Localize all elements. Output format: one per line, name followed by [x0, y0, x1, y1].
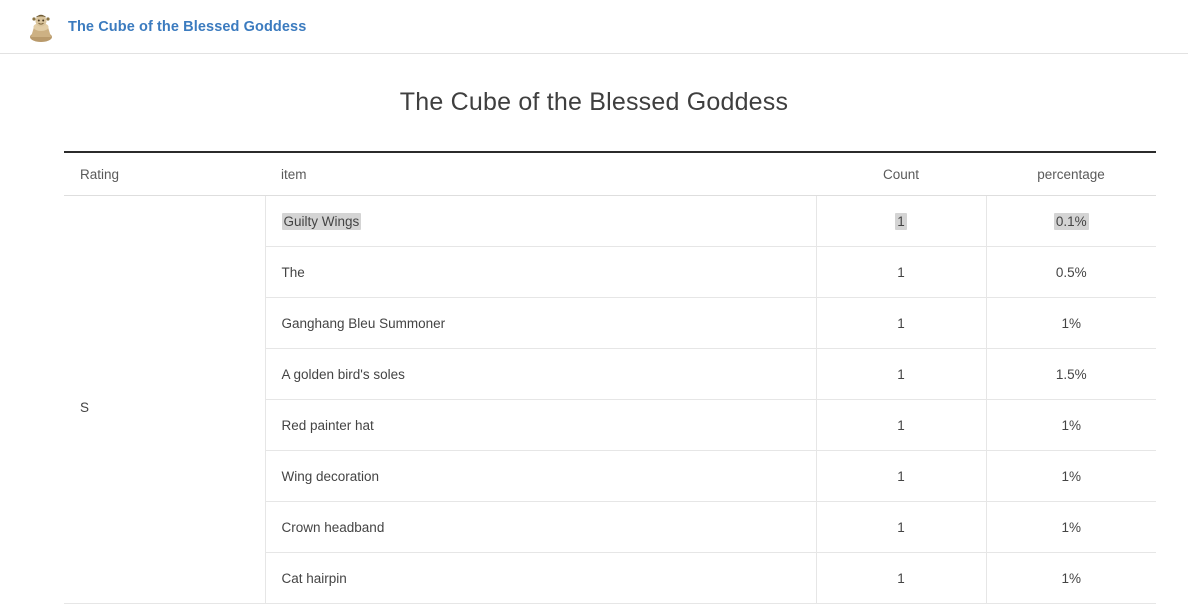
- percentage-cell: 1%: [986, 298, 1156, 349]
- item-cell: Ganghang Bleu Summoner: [265, 298, 816, 349]
- item-cell: Cat hairpin: [265, 553, 816, 604]
- item-cell: Crown headband: [265, 502, 816, 553]
- item-cell: A golden bird's soles: [265, 349, 816, 400]
- item-cell: Wing decoration: [265, 451, 816, 502]
- column-header-percentage: percentage: [986, 152, 1156, 196]
- percentage-cell: 1%: [986, 553, 1156, 604]
- count-cell: 1: [816, 247, 986, 298]
- table-head: [64, 152, 1156, 196]
- count-value: 1: [897, 213, 905, 229]
- results-table: [64, 151, 1156, 604]
- column-header-rating: Rating: [64, 152, 265, 196]
- count-cell: 1: [816, 502, 986, 553]
- results-table-wrap: [64, 151, 1124, 604]
- count-cell: 1: [816, 298, 986, 349]
- table-body: [64, 196, 1156, 604]
- table-header-row: [64, 152, 1156, 196]
- percentage-cell: 1.5%: [986, 349, 1156, 400]
- percentage-cell: 1%: [986, 400, 1156, 451]
- top-navbar: [0, 0, 1188, 54]
- count-cell: 1: [816, 553, 986, 604]
- percentage-cell: 1%: [986, 451, 1156, 502]
- count-cell: 1: [816, 451, 986, 502]
- item-label: Guilty Wings: [283, 213, 360, 229]
- page-content: [0, 54, 1188, 604]
- rating-group-cell: S: [64, 196, 265, 604]
- count-cell: 1: [816, 349, 986, 400]
- percentage-value: 0.1%: [1055, 213, 1087, 229]
- item-cell: Red painter hat: [265, 400, 816, 451]
- column-header-count: Count: [816, 152, 986, 196]
- cube-goddess-logo-icon: [24, 10, 58, 44]
- count-cell: 1: [816, 400, 986, 451]
- percentage-cell: 1%: [986, 502, 1156, 553]
- table-row: [64, 196, 1156, 247]
- column-header-item: item: [265, 152, 816, 196]
- page-title: The Cube of the Blessed Goddess: [399, 88, 789, 116]
- count-cell: [816, 196, 986, 247]
- item-cell: [265, 196, 816, 247]
- percentage-cell: [986, 196, 1156, 247]
- item-cell: The: [265, 247, 816, 298]
- brand-link[interactable]: [24, 10, 306, 44]
- brand-label: The Cube of the Blessed Goddess: [68, 18, 307, 35]
- percentage-cell: 0.5%: [986, 247, 1156, 298]
